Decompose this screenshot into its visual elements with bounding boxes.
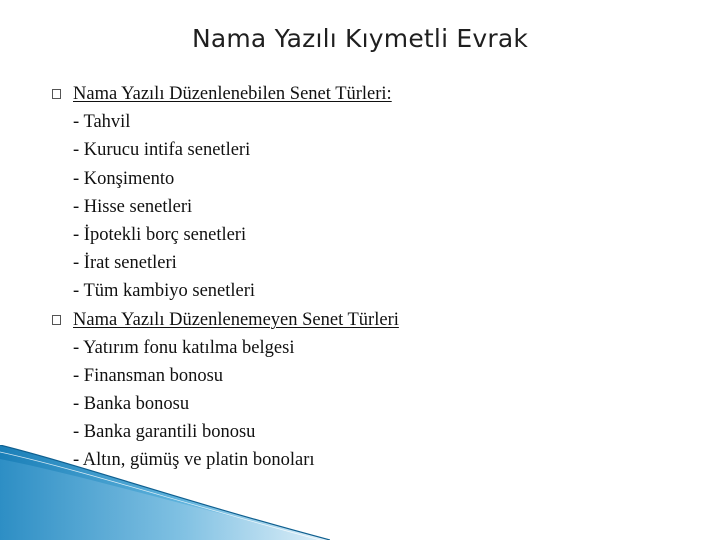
section-heading: Nama Yazılı Düzenlenebilen Senet Türleri: bbox=[73, 84, 392, 104]
section-heading-row bbox=[52, 306, 672, 334]
square-bullet-icon bbox=[52, 315, 61, 325]
list-item: - Finansman bonosu bbox=[73, 365, 224, 386]
list-item: - İrat senetleri bbox=[73, 253, 177, 274]
corner-wave-decoration bbox=[0, 445, 330, 540]
list-item: - Banka garantili bonosu bbox=[73, 422, 256, 443]
list-item: - Tüm kambiyo senetleri bbox=[73, 281, 256, 302]
list-item: - Banka bonosu bbox=[73, 394, 190, 415]
list-item: - Altın, gümüş ve platin bonoları bbox=[73, 450, 315, 471]
list-item: - Konşimento bbox=[73, 168, 175, 189]
bullet-list bbox=[52, 80, 672, 475]
list-item: - Yatırım fonu katılma belgesi bbox=[73, 337, 295, 358]
list-item: - İpotekli borç senetleri bbox=[73, 224, 247, 245]
square-bullet-icon bbox=[52, 89, 61, 99]
section-heading: Nama Yazılı Düzenlenemeyen Senet Türleri bbox=[73, 309, 399, 330]
list-item: - Kurucu intifa senetleri bbox=[73, 140, 251, 161]
slide-title: Nama Yazılı Kıymetli Evrak bbox=[191, 24, 529, 53]
list-item: - Hisse senetleri bbox=[73, 196, 193, 217]
section-heading-row bbox=[52, 80, 672, 108]
list-item: - Tahvil bbox=[73, 112, 131, 133]
